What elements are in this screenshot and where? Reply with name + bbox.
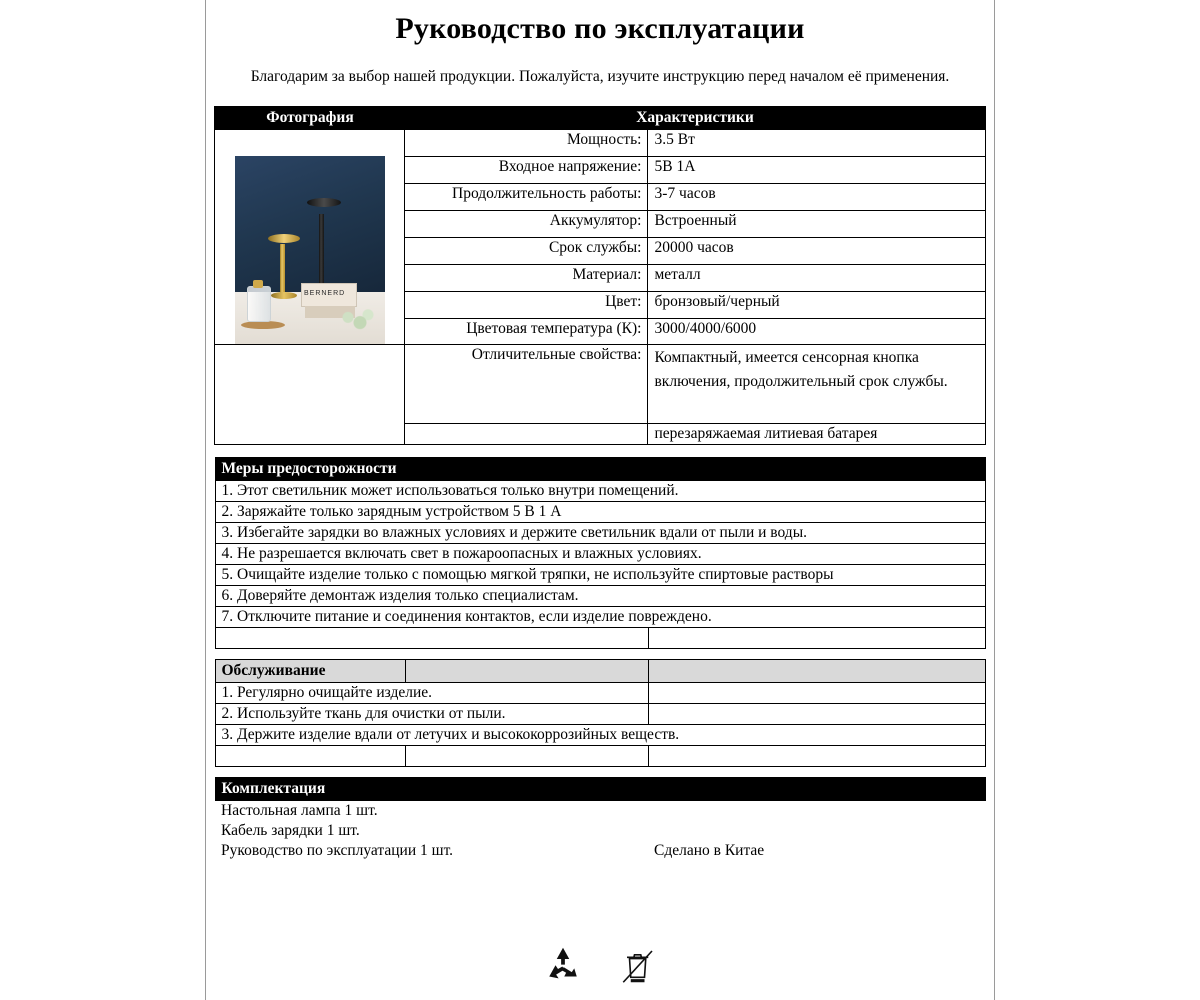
specs-header-specs: Характеристики [405,107,985,130]
weee-crossed-bin-icon [617,944,657,984]
spec-value: бронзовый/черный [648,291,985,318]
page-title: Руководство по эксплуатации [395,12,805,45]
empty-cell [215,628,648,649]
specifications-table [214,106,985,445]
list-item [215,502,985,523]
package-header: Комплектация [215,778,405,801]
maintenance-header: Обслуживание [215,660,405,683]
table-row [215,424,985,445]
empty-row [215,628,985,649]
spec-label: Мощность: [405,130,648,157]
spec-label: Отличительные свойства: [405,345,648,424]
spec-label: Аккумулятор: [405,211,648,238]
precaution-text: 4. Не разрешается включать свет в пожароопасных и влажных условиях. [215,544,985,565]
intro-paragraph: Благодарим за выбор нашей продукции. Пожалуйста, изучите инструкцию перед началом её применения. [250,68,950,85]
spec-label: Входное напряжение: [405,157,648,184]
precaution-text: 1. Этот светильник может использоваться только внутри помещений. [215,481,985,502]
package-table [215,777,986,861]
table-lamp-photo: BERNERD [235,156,385,344]
spec-label: Цветовая температура (К): [405,318,648,345]
precaution-text: 3. Избегайте зарядки во влажных условиях и держите светильник вдали от пыли и воды. [215,523,985,544]
empty-cell [215,746,405,767]
list-item [215,725,985,746]
list-item [215,586,985,607]
list-item [215,607,985,628]
document-page [205,0,995,1000]
package-header-spacer2 [648,778,985,801]
list-item [215,544,985,565]
maintenance-header-row [215,660,985,683]
list-item [215,821,985,841]
spec-value: металл [648,264,985,291]
precaution-text: 6. Доверяйте демонтаж изделия только специалистам. [215,586,985,607]
empty-cell [648,801,985,822]
spec-value: 20000 часов [648,237,985,264]
precaution-text: 2. Заряжайте только зарядным устройством 5 В 1 А [215,502,985,523]
precautions-table [215,457,986,649]
list-item [215,801,985,822]
empty-cell [648,746,985,767]
precaution-text: 5. Очищайте изделие только с помощью мягкой тряпки, не используйте спиртовые растворы [215,565,985,586]
maintenance-text: 2. Используйте ткань для очистки от пыли. [215,704,648,725]
package-header-row [215,778,985,801]
photo-cell-filler [215,345,405,424]
recycle-icon [543,944,583,984]
spec-label: Цвет: [405,291,648,318]
spec-label: Материал: [405,264,648,291]
empty-cell [648,704,985,725]
made-in-label: Сделано в Китае [654,842,765,860]
list-item [215,565,985,586]
package-text: Руководство по эксплуатации 1 шт. [221,842,454,860]
spec-value: 3-7 часов [648,184,985,211]
spec-label: Срок службы: [405,237,648,264]
spec-value: Компактный, имеется сенсорная кнопка включения, продолжительный срок службы. [648,345,985,424]
empty-cell [648,683,985,704]
table-row [215,345,985,424]
spec-value: 3.5 Вт [648,130,985,157]
precautions-header: Меры предосторожности [215,458,648,481]
spec-value: 5В 1А [648,157,985,184]
spec-label: Продолжительность работы: [405,184,648,211]
list-item [215,481,985,502]
spec-value: Встроенный [648,211,985,238]
list-item [215,683,985,704]
empty-cell [648,628,985,649]
table-row [215,130,985,157]
photo-cell-filler [215,424,405,445]
precautions-header-row [215,458,985,481]
maintenance-text: 1. Регулярно очищайте изделие. [215,683,648,704]
footer-icons [206,944,994,984]
empty-cell [648,821,985,841]
list-item [215,704,985,725]
empty-row [215,746,985,767]
list-item [215,841,985,861]
list-item [215,523,985,544]
maintenance-header-spacer [405,660,648,683]
maintenance-header-spacer2 [648,660,985,683]
spec-label [405,424,648,445]
package-header-spacer [405,778,648,801]
precaution-text: 7. Отключите питание и соединения контактов, если изделие повреждено. [215,607,985,628]
spec-value: перезаряжаемая литиевая батарея [648,424,985,445]
package-text: Настольная лампа 1 шт. [221,802,378,820]
spec-value: 3000/4000/6000 [648,318,985,345]
package-text: Кабель зарядки 1 шт. [221,822,360,840]
product-photo-cell [215,130,405,345]
precautions-header-spacer [648,458,985,481]
specs-header-photo: Фотография [215,107,405,130]
maintenance-text: 3. Держите изделие вдали от летучих и высококоррозийных веществ. [215,725,985,746]
maintenance-table [215,659,986,767]
specs-table-header-row [215,107,985,130]
empty-cell [405,746,648,767]
